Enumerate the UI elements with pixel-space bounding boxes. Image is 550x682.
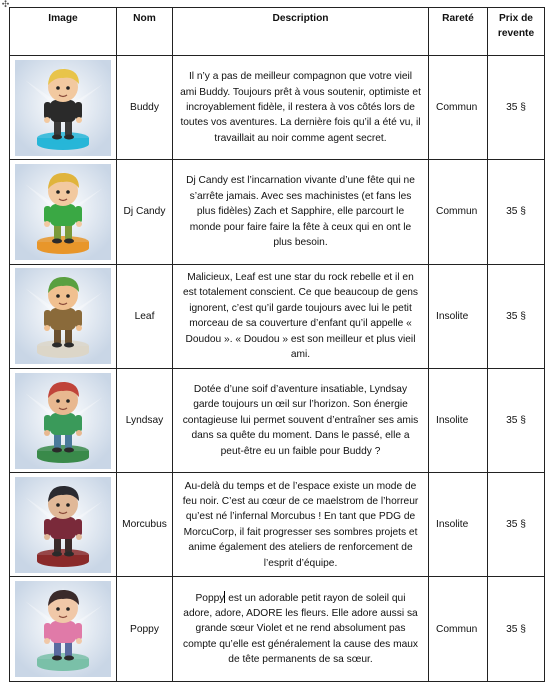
character-name: Leaf [117, 264, 173, 368]
character-description[interactable] [173, 56, 429, 160]
character-figure-image [15, 164, 111, 260]
table-row [10, 160, 545, 264]
character-price: 35 § [488, 368, 545, 472]
table-row [10, 577, 545, 681]
character-image-cell [10, 264, 117, 368]
character-figure-image [15, 477, 111, 573]
character-rarity: Commun [429, 577, 488, 681]
character-name: Buddy [117, 56, 173, 160]
character-name: Morcubus [117, 473, 173, 577]
header-price-line1: Prix de [499, 13, 533, 24]
character-rarity: Commun [429, 160, 488, 264]
description-text-start: Poppy [195, 592, 225, 604]
description-text: Dj Candy est l’incarnation vivante d’une fête qui ne s’arrête jamais. Avec ses machinistes (et fans les plus fidèles) Zach et Sapphire, elle parcourt le monde pour faire faire la fête à ceux qui en ont le plus besoin. [186, 175, 415, 249]
characters-table [9, 7, 545, 682]
character-name: Lyndsay [117, 368, 173, 472]
character-figure-image [15, 60, 111, 156]
character-name: Poppy [117, 577, 173, 681]
description-text: Il n’y a pas de meilleur compagnon que votre vieil ami Buddy. Toujours prêt à vous soutenir, optimiste et incroyablement fidèle, il restera à vos côtés lors de toutes vos aventures. La dernière fois qu’il a été vu, il travaillait au noir comme agent secret. [180, 71, 421, 144]
character-description[interactable] [173, 264, 429, 368]
table-row [10, 264, 545, 368]
table-row [10, 56, 545, 160]
description-text: Au-delà du temps et de l’espace existe un mode de feu noir. C’est au cœur de ce maelstrom de l’horreur qu’est né l’infernal Morcubus ! En tant que PDG de MorcuCorp, il fait progresser ses sombres projets et anime également des ateliers de renforcement de l’esprit d’équipe. [182, 480, 419, 569]
character-image-cell [10, 473, 117, 577]
character-price: 35 § [488, 264, 545, 368]
character-description[interactable] [173, 473, 429, 577]
character-rarity: Insolite [429, 473, 488, 577]
character-image-cell [10, 56, 117, 160]
character-price: 35 § [488, 577, 545, 681]
character-rarity: Commun [429, 56, 488, 160]
description-text: Malicieux, Leaf est une star du rock rebelle et il en est totalement conscient. Ce que beaucoup de gens ignorent, c’est qu’il garde toujours avec lui le petit morceau de sa couverture d’enfant qu’il appelle « Doudou ». « Doudou » est son meilleur et plus vieil ami. [182, 272, 419, 361]
character-price: 35 § [488, 473, 545, 577]
table-move-handle-icon[interactable]: ✣ [1, 0, 10, 9]
character-rarity: Insolite [429, 264, 488, 368]
description-text: est un adorable petit rayon de soleil qui adore, adore, ADORE les fleurs. Elle adore aussi sa grande sœur Violet et ne rend absolument pas compte qu’elle est généralement la cause des maux de tête permanents de sa sœur. [182, 592, 418, 666]
header-name: Nom [117, 8, 173, 56]
character-description[interactable] [173, 160, 429, 264]
character-price: 35 § [488, 160, 545, 264]
table-header-row [10, 8, 545, 56]
character-figure-image [15, 268, 111, 364]
header-price-line2: revente [497, 28, 535, 39]
header-rarity: Rareté [429, 8, 488, 56]
header-description: Description [173, 8, 429, 56]
description-text: Dotée d’une soif d’aventure insatiable, Lyndsay garde toujours un œil sur l’horizon. Son énergie contagieuse lui permet souvent d’entraîner ses amis dans sa quête du moment. Dans le passé, elle a peut-être eu un faible pour Buddy ? [182, 384, 419, 457]
table-row [10, 368, 545, 472]
character-figure-image [15, 373, 111, 469]
character-image-cell [10, 577, 117, 681]
character-figure-image [15, 581, 111, 677]
header-image: Image [10, 8, 117, 56]
character-rarity: Insolite [429, 368, 488, 472]
text-cursor [224, 591, 225, 603]
character-description[interactable] [173, 368, 429, 472]
character-image-cell [10, 160, 117, 264]
table-row [10, 473, 545, 577]
character-description[interactable] [173, 577, 429, 681]
character-name: Dj Candy [117, 160, 173, 264]
character-price: 35 § [488, 56, 545, 160]
character-image-cell [10, 368, 117, 472]
header-price [488, 8, 545, 56]
